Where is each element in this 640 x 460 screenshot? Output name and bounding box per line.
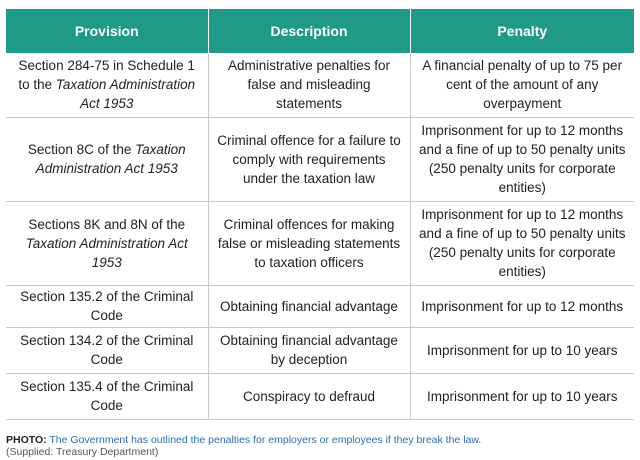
provision-cell [6,117,208,201]
table-header-row [6,9,634,53]
description-cell: Conspiracy to defraud [208,373,410,419]
penalty-cell: A financial penalty of up to 75 per cent of the amount of any overpayment [410,53,634,117]
caption-credit: (Supplied: Treasury Department) [6,446,159,458]
table-row [6,285,634,327]
description-cell: Administrative penalties for false and misleading statements [208,53,410,117]
penalty-cell: Imprisonment for up to 12 months [410,285,634,327]
table-row [6,373,634,419]
table-row [6,327,634,373]
penalty-cell: Imprisonment for up to 10 years [410,327,634,373]
table-row [6,53,634,117]
penalty-cell: Imprisonment for up to 10 years [410,373,634,419]
provision-cell [6,201,208,285]
penalties-table [6,9,634,420]
description-cell: Criminal offence for a failure to comply with requirements under the taxation law [208,117,410,201]
penalties-table-container [6,9,634,431]
column-header-provision: Provision [6,9,208,53]
act-name: Taxation Administration Act 1953 [25,235,188,270]
column-header-penalty: Penalty [410,9,634,53]
photo-caption [6,434,636,458]
provision-cell: Section 135.4 of the Criminal Code [6,373,208,419]
provision-cell: Section 135.2 of the Criminal Code [6,285,208,327]
provision-cell [6,53,208,117]
penalty-cell: Imprisonment for up to 12 months and a fine of up to 50 penalty units (250 penalty units for corporate entities) [410,201,634,285]
act-name: Taxation Administration Act 1953 [55,77,196,112]
description-cell: Obtaining financial advantage by deception [208,327,410,373]
description-cell: Criminal offences for making false or misleading statements to taxation officers [208,201,410,285]
penalty-cell: Imprisonment for up to 12 months and a fine of up to 50 penalty units (250 penalty units for corporate entities) [410,117,634,201]
description-cell: Obtaining financial advantage [208,285,410,327]
act-name: Taxation Administration Act 1953 [35,142,186,176]
column-header-description: Description [208,9,410,53]
provision-text: Section 284-75 in Schedule 1 to the [18,58,195,93]
caption-label: PHOTO: [6,434,47,446]
table-row [6,201,634,285]
provision-cell: Section 134.2 of the Criminal Code [6,327,208,373]
provision-text: Section 8C of the [27,142,136,157]
provision-text: Sections 8K and 8N of the [28,216,186,232]
table-row [6,117,634,201]
caption-text[interactable]: The Government has outlined the penalties for employers or employees if they break the law. [49,434,482,446]
